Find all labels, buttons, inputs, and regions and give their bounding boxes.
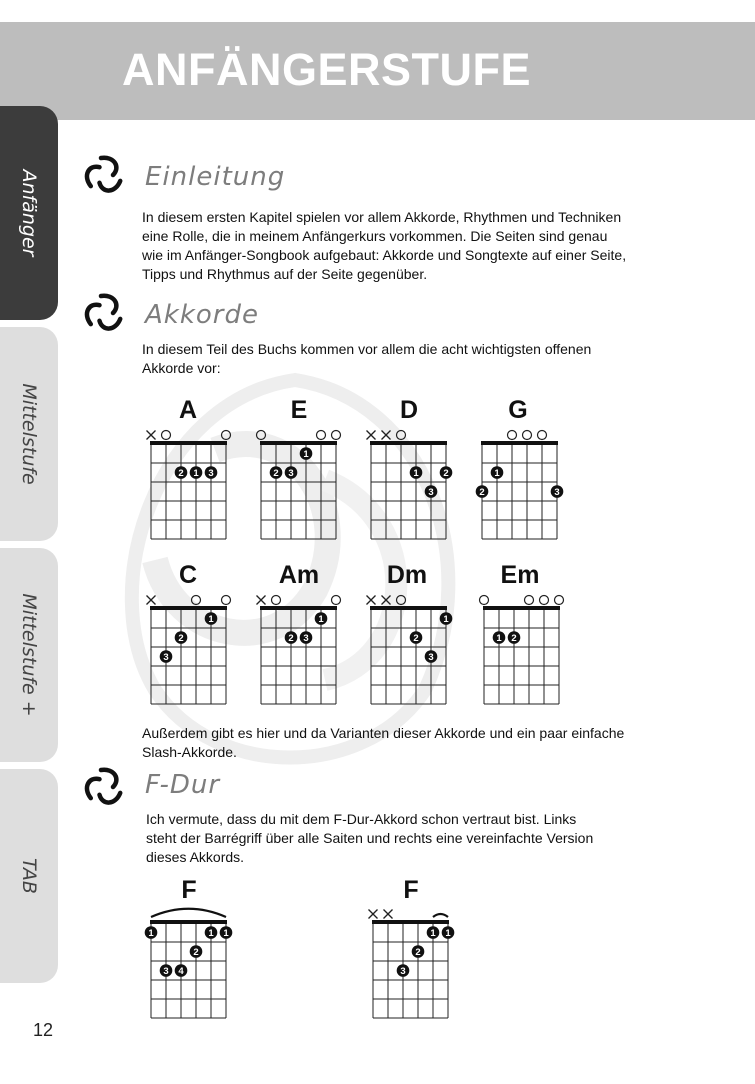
finger-number: 3 [208, 468, 214, 479]
finger-number: 2 [415, 947, 421, 958]
chord-name: E [290, 396, 308, 424]
open-string-marker [538, 431, 547, 440]
open-string-marker [317, 431, 326, 440]
nut [260, 606, 337, 610]
nut [370, 606, 447, 610]
text-line: steht der Barrégriff über alle Saiten und rechts eine vereinfachte Version [146, 830, 594, 846]
text-line: wie im Anfänger-Songbook aufgebaut: Akkorde und Songtexte auf einer Seite, [142, 247, 627, 263]
open-string-marker [397, 431, 406, 440]
tab-anfaenger-label: Anfänger [18, 169, 40, 257]
nut [481, 441, 558, 445]
muted-string-marker [367, 431, 376, 440]
finger-number: 1 [496, 633, 502, 644]
chord-name: C [178, 561, 198, 589]
open-string-marker [192, 596, 201, 605]
muted-string-marker [382, 431, 391, 440]
chord-diagram-d [363, 426, 458, 542]
muted-string-marker [384, 910, 393, 919]
text-line: Ich vermute, dass du mit dem F-Dur-Akkord schon vertraut bist. Links [146, 811, 577, 827]
open-string-marker [332, 431, 341, 440]
einleitung-text [142, 208, 626, 284]
section-title-f-dur: F-Dur [145, 770, 221, 800]
open-string-marker [332, 596, 341, 605]
finger-number: 1 [208, 614, 214, 625]
tab-anfaenger[interactable] [0, 106, 58, 320]
page-number: 12 [33, 1020, 54, 1040]
text-line: eine Rolle, die in meinem Anfängerkurs vorkommen. Die Seiten sind genau [142, 228, 608, 244]
text-line: Außerdem gibt es hier und da Varianten dieser Akkorde und ein paar einfache [142, 725, 625, 741]
muted-string-marker [367, 596, 376, 605]
open-string-marker [397, 596, 406, 605]
tab-tab-label: TAB [18, 858, 40, 894]
section-title-einleitung: Einleitung [145, 162, 286, 192]
chord-name: Em [500, 561, 540, 589]
open-string-marker [525, 596, 534, 605]
chord-diagram-e [253, 426, 348, 542]
chord-diagram-am [253, 591, 348, 707]
finger-number: 1 [303, 449, 309, 460]
finger-number: 2 [193, 947, 199, 958]
chord-name: F [181, 876, 197, 904]
chord-diagram-em [476, 591, 571, 707]
chord-diagram-f-barre [143, 905, 238, 1021]
barre-arc [151, 909, 226, 917]
finger-number: 2 [273, 468, 279, 479]
finger-number: 2 [178, 468, 184, 479]
open-string-marker [555, 596, 564, 605]
muted-string-marker [369, 910, 378, 919]
finger-number: 1 [430, 928, 436, 939]
chord-diagram-c [143, 591, 238, 707]
finger-number: 2 [413, 633, 419, 644]
chord-name: F [403, 876, 419, 904]
open-string-marker [480, 596, 489, 605]
nut [260, 441, 337, 445]
finger-number: 3 [163, 966, 169, 977]
finger-number: 1 [223, 928, 229, 939]
text-line: In diesem ersten Kapitel spielen vor allem Akkorde, Rhythmen und Techniken [142, 209, 622, 225]
chord-name: G [508, 396, 528, 424]
finger-number: 2 [511, 633, 517, 644]
finger-number: 1 [208, 928, 214, 939]
akkorde-after-text [142, 724, 624, 762]
section-title-akkorde: Akkorde [145, 300, 259, 330]
chord-diagram-f-simple [365, 905, 460, 1021]
nut [150, 920, 227, 924]
open-string-marker [222, 596, 231, 605]
chapter-title: ANFÄNGERSTUFE [122, 44, 531, 95]
open-string-marker [540, 596, 549, 605]
barre-arc [433, 914, 448, 917]
finger-number: 2 [178, 633, 184, 644]
open-string-marker [523, 431, 532, 440]
tab-mittelstufe-plus-label: Mittelstufe + [18, 593, 40, 717]
chord-diagram-a [143, 426, 238, 542]
text-line: Akkorde vor: [142, 360, 221, 376]
open-string-marker [257, 431, 266, 440]
finger-number: 3 [554, 487, 560, 498]
finger-number: 3 [163, 652, 169, 663]
chapter-header [0, 22, 755, 120]
finger-number: 1 [148, 928, 154, 939]
finger-number: 2 [288, 633, 294, 644]
finger-number: 1 [193, 468, 199, 479]
chord-diagram-g [474, 426, 569, 542]
nut [483, 606, 560, 610]
finger-number: 2 [479, 487, 485, 498]
finger-number: 1 [494, 468, 500, 479]
finger-number: 3 [303, 633, 309, 644]
finger-number: 4 [178, 966, 184, 977]
text-line: dieses Akkords. [146, 849, 245, 865]
chord-name: Am [278, 561, 320, 589]
nut [150, 606, 227, 610]
finger-number: 1 [445, 928, 451, 939]
finger-number: 3 [428, 487, 434, 498]
open-string-marker [272, 596, 281, 605]
pick-icon [82, 291, 126, 335]
finger-number: 2 [443, 468, 449, 479]
nut [150, 441, 227, 445]
finger-number: 1 [318, 614, 324, 625]
f-dur-text [146, 810, 593, 867]
tab-tab[interactable] [0, 769, 58, 983]
nut [372, 920, 449, 924]
muted-string-marker [257, 596, 266, 605]
nut [370, 441, 447, 445]
text-line: Tipps und Rhythmus auf der Seite gegenüber. [142, 266, 428, 282]
muted-string-marker [147, 596, 156, 605]
tab-mittelstufe[interactable] [0, 327, 58, 541]
text-line: Slash-Akkorde. [142, 744, 237, 760]
finger-number: 1 [443, 614, 449, 625]
finger-number: 3 [400, 966, 406, 977]
pick-icon [82, 765, 126, 809]
chord-name: D [399, 396, 419, 424]
open-string-marker [222, 431, 231, 440]
text-line: In diesem Teil des Buchs kommen vor allem die acht wichtigsten offenen [142, 341, 592, 357]
open-string-marker [508, 431, 517, 440]
muted-string-marker [382, 596, 391, 605]
pick-icon [82, 153, 126, 197]
akkorde-text [142, 340, 591, 378]
finger-number: 3 [428, 652, 434, 663]
chord-name: Dm [386, 561, 428, 589]
muted-string-marker [147, 431, 156, 440]
tab-mittelstufe-label: Mittelstufe [18, 383, 40, 485]
tab-mittelstufe-plus[interactable] [0, 548, 58, 762]
chord-name: A [178, 396, 198, 424]
chord-diagram-dm [363, 591, 458, 707]
open-string-marker [162, 431, 171, 440]
finger-number: 3 [288, 468, 294, 479]
finger-number: 1 [413, 468, 419, 479]
